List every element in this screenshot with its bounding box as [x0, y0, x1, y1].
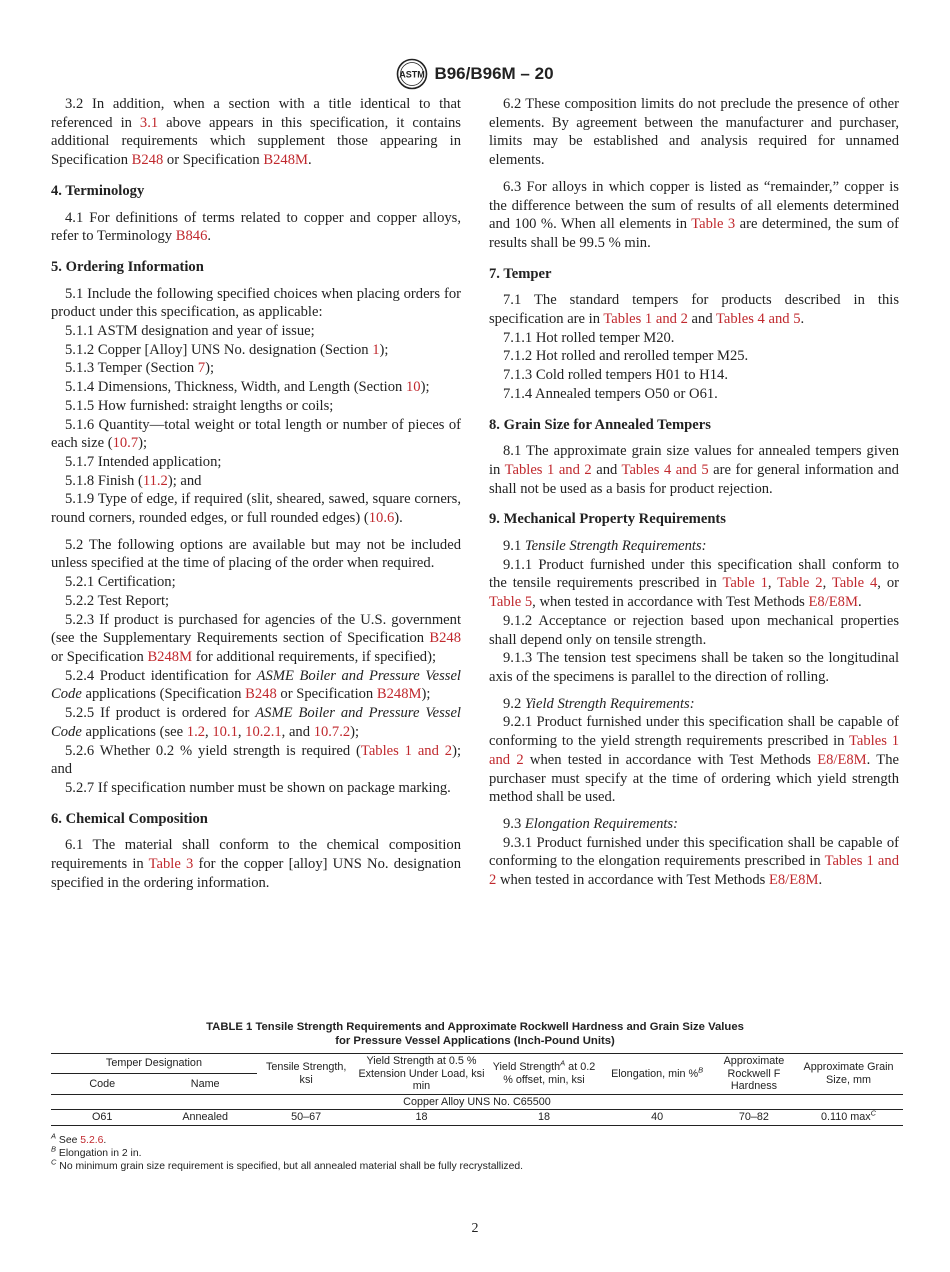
ref-link[interactable]: Table 3 — [148, 856, 194, 873]
para-7-1-1: 7.1.1 Hot rolled temper M20. — [503, 329, 675, 346]
para-5-2-2: 5.2.2 Test Report; — [65, 592, 170, 609]
para-5-2-7: 5.2.7 If specification number must be shown on package marking. — [65, 779, 451, 796]
section-heading-9: 9. Mechanical Property Requirements — [489, 511, 726, 528]
ref-link[interactable]: Tables 1 and 2 — [489, 733, 900, 768]
para-9-1-2: 9.1.2 Acceptance or rejection based upon mechanical properties shall depend only on tensile strength. — [489, 612, 899, 648]
section-heading-4: 4. Terminology — [51, 182, 145, 199]
para-8-1: 8.1 The approximate grain size values for annealed tempers given in Tables 1 and 2 and Tables 4 and 5 are for general information and shall not be used as a basis for product rejection. — [489, 443, 899, 497]
para-5-1-9: 5.1.9 Type of edge, if required (slit, sheared, sawed, square corners, round corners, rounded edges, or full rounded edges) (10.6). — [51, 491, 461, 527]
para-5-2: 5.2 The following options are available but may not be included unless specified at the time of placing of the order when required. — [51, 536, 461, 572]
section-heading-6: 6. Chemical Composition — [51, 810, 208, 827]
cell-code: O61 — [51, 1110, 153, 1126]
ref-link[interactable]: 7 — [197, 360, 206, 377]
footnote-a: $^A$ See 5.2.6. — [51, 1131, 107, 1146]
ref-link[interactable]: B248 — [429, 630, 461, 647]
ref-link[interactable]: 10 — [405, 379, 421, 396]
ref-link[interactable]: 1 — [372, 341, 380, 358]
ref-link[interactable]: Table 4 — [831, 575, 878, 592]
para-5-1-1: 5.1.1 ASTM designation and year of issue; — [65, 323, 315, 340]
cell-yield-offset: 18 — [488, 1110, 601, 1126]
para-5-1: 5.1 Include the following specified choices when placing orders for product under this specification, as applicable: — [51, 285, 461, 321]
cell-name: Annealed — [153, 1110, 256, 1126]
cell-grain: 0.110 $\max^C$ — [794, 1110, 903, 1126]
para-4-1: 4.1 For definitions of terms related to copper and copper alloys, refer to Terminology B846. — [51, 209, 461, 245]
ref-link[interactable]: 5.2.6 — [80, 1135, 104, 1146]
ref-link[interactable]: Table 5 — [489, 594, 533, 611]
ref-link[interactable]: 10.7 — [112, 435, 139, 452]
ref-link[interactable]: Tables 4 and 5 — [716, 311, 801, 328]
left-column — [51, 95, 461, 892]
para-5-1-6: 5.1.6 Quantity—total weight or total length or number of pieces of each size (10.7); — [51, 416, 461, 452]
ref-link[interactable]: 1.2 — [186, 723, 206, 740]
para-6-3: 6.3 For alloys in which copper is listed as “remainder,” copper is the difference between the sum of results of all elements determined and 100 %. When all elements in Table 3 are determined, the sum of results shall be 99.5 % min. — [489, 178, 899, 251]
para-7-1-2: 7.1.2 Hot rolled and rerolled temper M25. — [503, 348, 749, 365]
para-9-1-3: 9.1.3 The tension test specimens shall be taken so the longitudinal axis of the specimens is parallel to the direction of rolling. — [489, 650, 899, 685]
para-7-1-3: 7.1.3 Cold rolled tempers H01 to H14. — [503, 367, 728, 384]
ref-link[interactable]: 10.6 — [368, 510, 395, 527]
th-elongation: Elongation, min %$^B$ — [600, 1054, 713, 1095]
para-9-2: 9.2 Yield Strength Requirements: — [503, 695, 695, 712]
th-tensile-strength: Tensile Strength, ksi — [257, 1054, 356, 1095]
th-yield-extension: Yield Strength at 0.5 % Extension Under Load, ksi min — [355, 1054, 487, 1095]
para-9-2-1: 9.2.1 Product furnished under this specification shall be capable of conforming to the yield strength requirements prescribed in Tables 1 and 2 when tested in accordance with Test Methods E8/E8M. The purchaser must specify at the time of ordering which yield strength method shall be used. — [489, 714, 900, 806]
ref-link[interactable]: Tables 1 and 2 — [504, 461, 592, 478]
ref-link[interactable]: E8/E8M — [808, 594, 858, 611]
ref-link[interactable]: Table 2 — [777, 575, 823, 592]
para-5-2-1: 5.2.1 Certification; — [65, 574, 176, 591]
cell-elongation: 40 — [600, 1110, 713, 1126]
svg-text:ASTM: ASTM — [399, 69, 426, 80]
ref-link[interactable]: B248 — [131, 152, 164, 169]
th-rockwell: Approximate Rockwell F Hardness — [714, 1054, 794, 1095]
footnote-c: $^C$ No minimum grain size requirement is specified, but all annealed material shall be fully recrystallized. — [51, 1157, 524, 1172]
ref-link[interactable]: B248M — [147, 648, 193, 665]
th-yield-offset: Yield Strength$^A$ at 0.2 % offset, min, ksi — [488, 1054, 601, 1095]
para-9-1: 9.1 Tensile Strength Requirements: — [503, 538, 707, 555]
table-1 — [51, 1053, 903, 1126]
para-5-1-4: 5.1.4 Dimensions, Thickness, Width, and Length (Section 10); — [65, 379, 430, 396]
cell-tensile: 50–67 — [257, 1110, 356, 1126]
para-5-1-3: 5.1.3 Temper (Section 7); — [65, 360, 215, 377]
para-7-1: 7.1 The standard tempers for products described in this specification are in Tables 1 and 2 and Tables 4 and 5. — [489, 292, 899, 328]
ref-link[interactable]: 3.1 — [139, 114, 159, 131]
para-5-2-3: 5.2.3 If product is purchased for agencies of the U.S. government (see the Supplementary Requirements section of Specification B248 or Specification B248M for additional requirements, if specified); — [51, 611, 461, 665]
ref-link[interactable]: Table 3 — [691, 216, 736, 233]
table-1-title: TABLE 1 Tensile Strength Requirements and Approximate Rockwell Hardness and Grain Size Values for Pressure Vessel Applications (Inch-Pound Units) — [206, 1021, 744, 1047]
para-9-3: 9.3 Elongation Requirements: — [503, 815, 678, 832]
para-5-2-5: 5.2.5 If product is ordered for ASME Boiler and Pressure Vessel Code applications (see 1.2, 10.1, 10.2.1, and 10.7.2); — [51, 705, 461, 740]
para-3-2: 3.2 In addition, when a section with a title identical to that referenced in 3.1 above appears in this specification, it contains additional requirements which supplement those appearing in Specification B248 or Specification B248M. — [51, 96, 461, 169]
cell-yield-ext: 18 — [355, 1110, 487, 1126]
ref-link[interactable]: Tables 1 and 2 — [360, 742, 453, 759]
ref-link[interactable]: B248 — [245, 686, 277, 703]
para-7-1-4: 7.1.4 Annealed tempers O50 or O61. — [503, 385, 718, 402]
table-row — [51, 1110, 903, 1126]
right-column — [489, 95, 899, 890]
para-5-1-8: 5.1.8 Finish (11.2); and — [65, 472, 202, 489]
page-number: 2 — [471, 1221, 479, 1236]
ref-link[interactable]: B248M — [376, 686, 422, 703]
para-5-2-4: 5.2.4 Product identification for ASME Boiler and Pressure Vessel Code applications (Specification B248 or Specification B248M); — [51, 667, 461, 703]
ref-link[interactable]: 10.2.1 — [245, 723, 282, 740]
para-5-1-5: 5.1.5 How furnished: straight lengths or coils; — [65, 397, 334, 414]
ref-link[interactable]: 10.7.2 — [313, 723, 351, 740]
ref-link[interactable]: B846 — [175, 228, 208, 245]
page-header — [0, 58, 950, 90]
para-9-1-1: 9.1.1 Product furnished under this specification shall conform to the tensile requirements prescribed in Table 1, Table 2, Table 4, or Table 5, when tested in accordance with Test Methods E8/E8M. — [489, 556, 899, 611]
alloy-row: Copper Alloy UNS No. C65500 — [51, 1094, 903, 1110]
cell-rockwell: 70–82 — [714, 1110, 794, 1126]
ref-link[interactable]: B248M — [263, 152, 308, 169]
para-9-3-1: 9.3.1 Product furnished under this specification shall be capable of conforming to the elongation requirements prescribed in Tables 1 and 2 when tested in accordance with Test Methods E8/E8M. — [489, 834, 899, 889]
footnote-b: $^B$ Elongation in 2 in. — [51, 1144, 142, 1159]
para-6-1: 6.1 The material shall conform to the chemical composition requirements in Table 3 for the copper [alloy] UNS No. designation specified in the ordering information. — [51, 837, 461, 891]
para-5-1-2: 5.1.2 Copper [Alloy] UNS No. designation (Section 1); — [65, 341, 389, 358]
ref-link[interactable]: 10.1 — [212, 723, 238, 740]
section-heading-5: 5. Ordering Information — [51, 258, 204, 275]
th-temper-designation: Temper Designation — [51, 1054, 257, 1074]
para-6-2: 6.2 These composition limits do not preclude the presence of other elements. By agreement between the manufacturer and purchaser, limits may be established and analysis required for unnamed elements. — [489, 96, 899, 169]
ref-link[interactable]: Table 1 — [722, 575, 768, 592]
ref-link[interactable]: Tables 1 and 2 — [603, 311, 688, 328]
ref-link[interactable]: E8/E8M — [817, 751, 867, 768]
ref-link[interactable]: Tables 4 and 5 — [621, 461, 709, 478]
para-5-2-6: 5.2.6 Whether 0.2 % yield strength is required (Tables 1 and 2); and — [51, 742, 461, 778]
th-grain-size: Approximate Grain Size, mm — [794, 1054, 903, 1095]
table-footnotes — [51, 1131, 903, 1173]
document-id: B96/B96M – 20 — [434, 64, 554, 83]
section-heading-7: 7. Temper — [489, 265, 552, 282]
section-heading-8: 8. Grain Size for Annealed Tempers — [489, 416, 711, 433]
ref-link[interactable]: Tables 1 and 2 — [489, 853, 899, 889]
th-code: Code — [51, 1074, 153, 1094]
para-5-1-7: 5.1.7 Intended application; — [65, 453, 222, 470]
ref-link[interactable]: 11.2 — [142, 472, 168, 489]
astm-logo-icon — [396, 58, 428, 90]
ref-link[interactable]: E8/E8M — [768, 872, 819, 889]
th-name: Name — [153, 1074, 256, 1094]
